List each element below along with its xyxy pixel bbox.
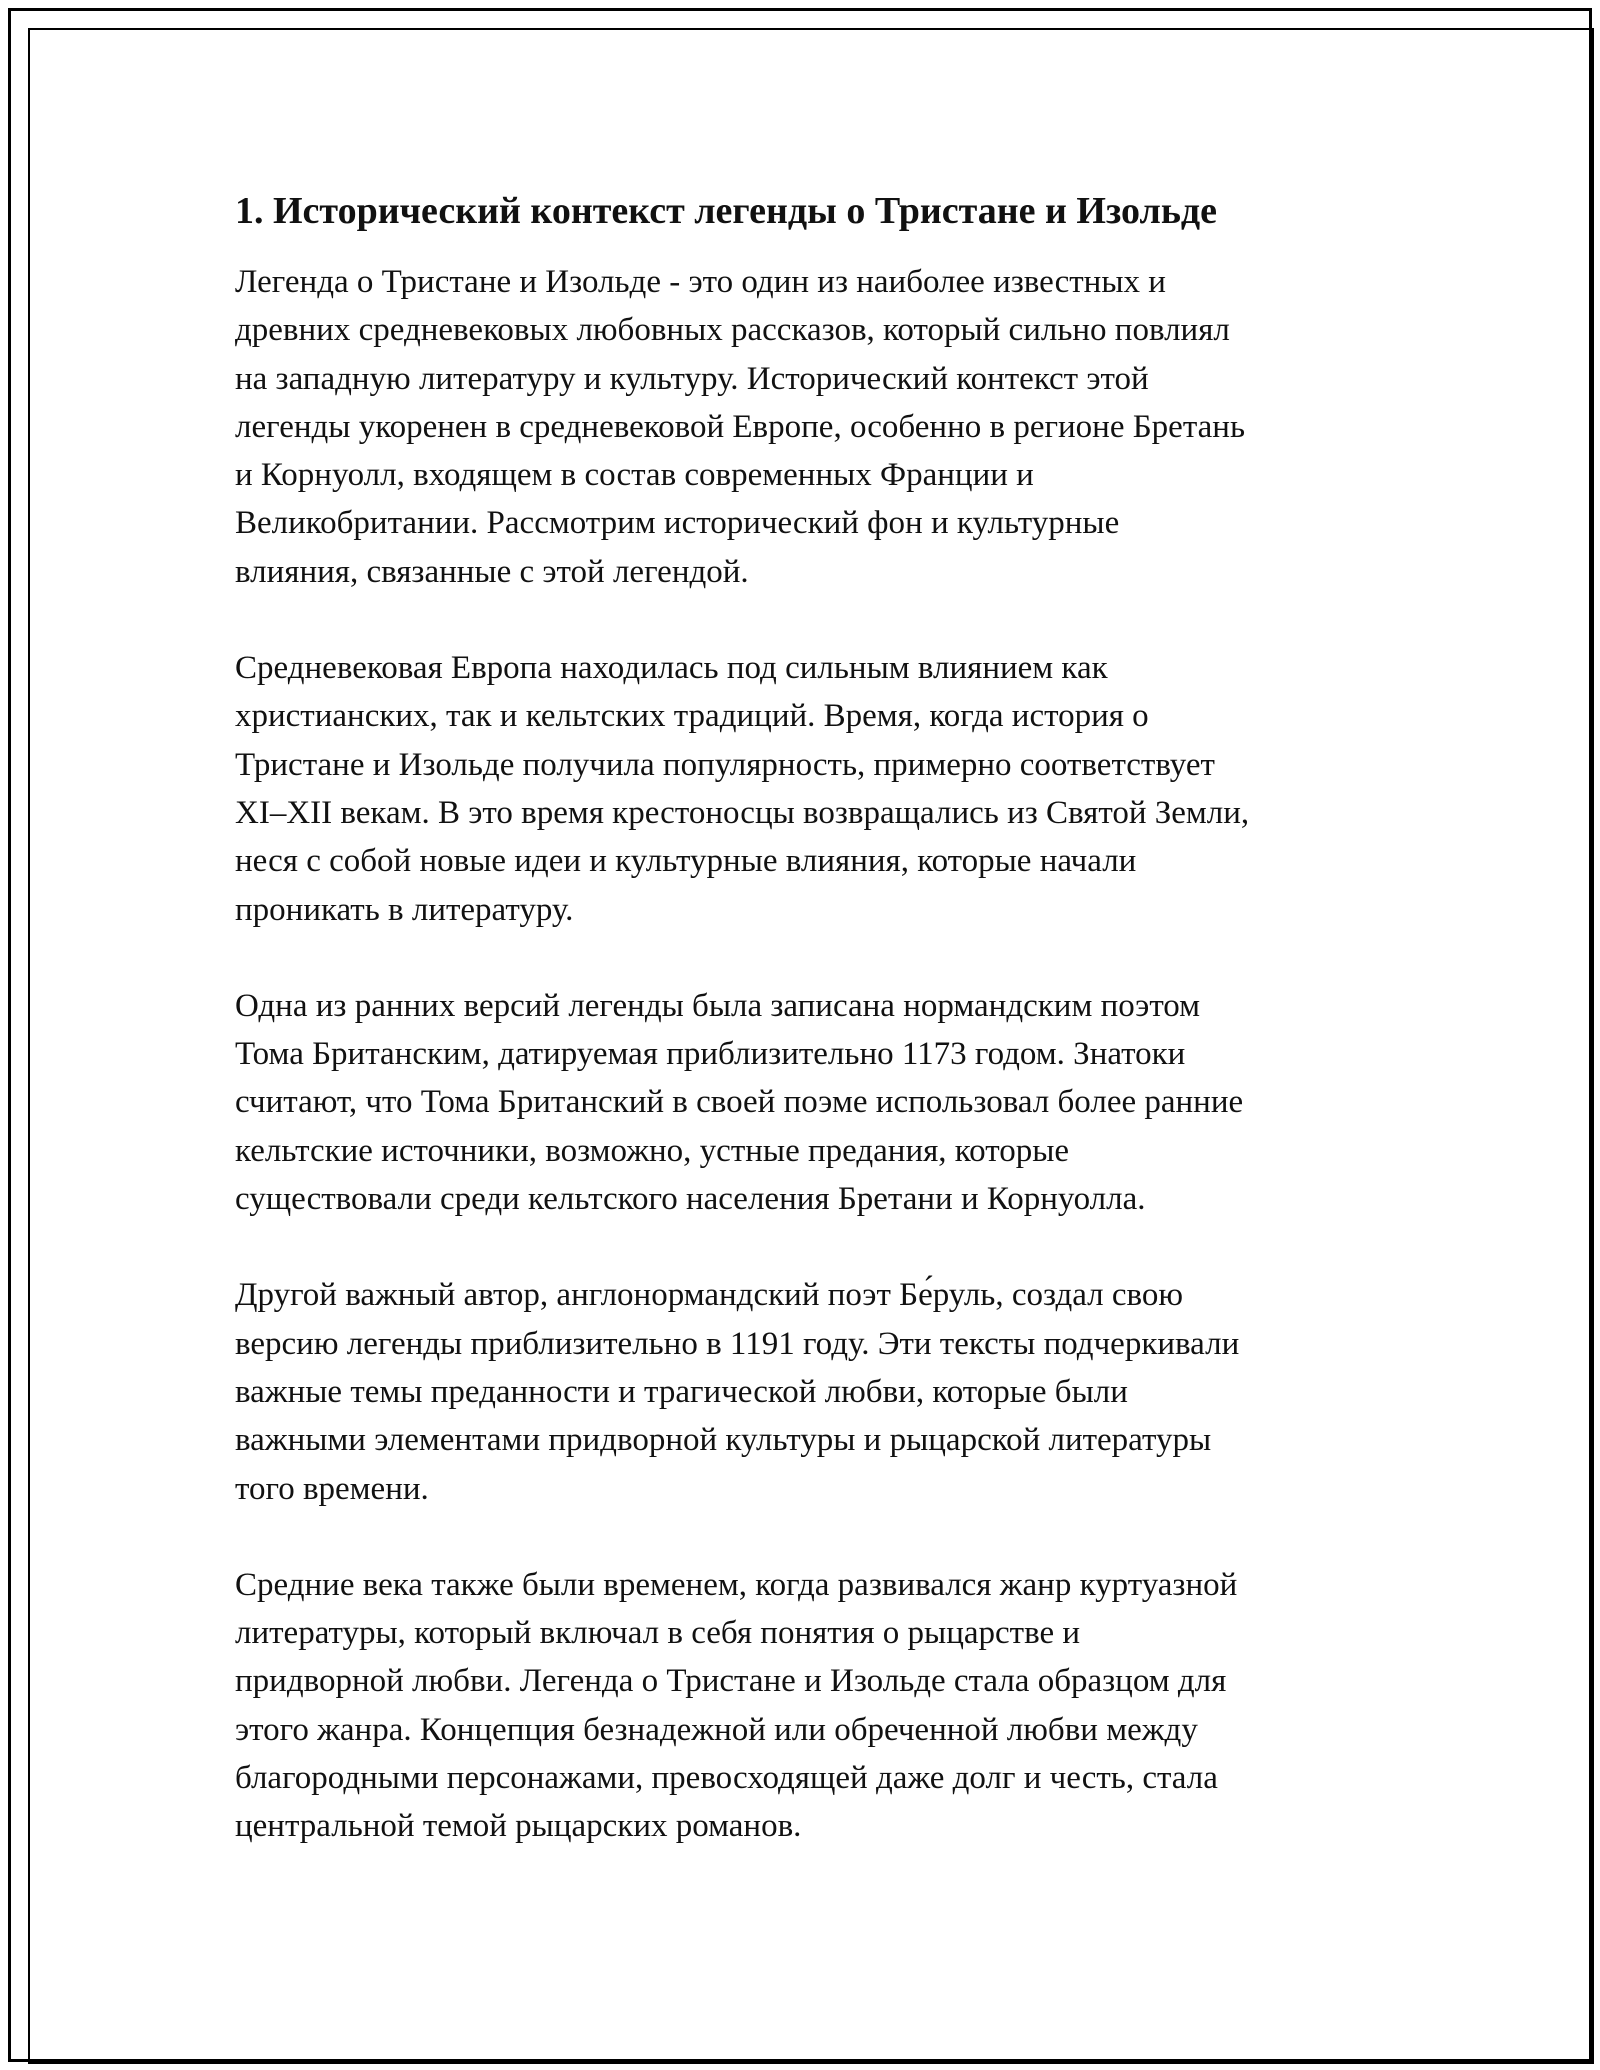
paragraph-beroul: Другой важный автор, англонормандский поэт Бе́руль, создал свою версию легенды приблизительно в 1191 году. Эти тексты подчеркивали важные темы преданности и трагической любви, которые были важными элементами придворной культуры и рыцарской литературы того времени.	[235, 1277, 1240, 1507]
document-body	[235, 186, 1375, 1899]
paragraph-courtly-literature: Средние века также были временем, когда развивался жанр куртуазной литературы, который включал в себя понятия о рыцарстве и придворной любви. Легенда о Тристане и Изольде стала образцом для этого жанра. Концепция безнадежной или обреченной любви между благородными персонажами, превосходящей даже долг и честь, стала центральной темой рыцарских романов.	[235, 1566, 1238, 1845]
paragraph-medieval-europe: Средневековая Европа находилась под сильным влиянием как христианских, так и кельтских традиций. Время, когда история о Тристане и Изольде получила популярность, примерно соответствует XI–XII векам. В это время крестоносцы возвращались из Святой Земли, неся с собой новые идеи и культурные влияния, которые начали проникать в литературу.	[235, 650, 1250, 928]
section-heading: 1. Исторический контекст легенды о Тристане и Изольде	[235, 190, 1218, 232]
paragraph-thomas-of-britain: Одна из ранних версий легенды была записана нормандским поэтом Тома Британским, датируемая приблизительно 1173 годом. Знатоки считают, что Тома Британский в своей поэме использовал более ранние кельтские источники, возможно, устные предания, которые существовали среди кельтского населения Бретани и Корнуолла.	[235, 987, 1244, 1218]
paragraph-historical-context: Легенда о Тристане и Изольде - это один из наиболее известных и древних средневековых любовных рассказов, который сильно повлиял на западную литературу и культуру. Исторический контекст этой легенды укоренен в средневековой Европе, особенно в регионе Бретань и Корнуолл, входящем в состав современных Франции и Великобритании. Рассмотрим исторический фон и культурные влияния, связанные с этой легендой.	[235, 264, 1245, 590]
